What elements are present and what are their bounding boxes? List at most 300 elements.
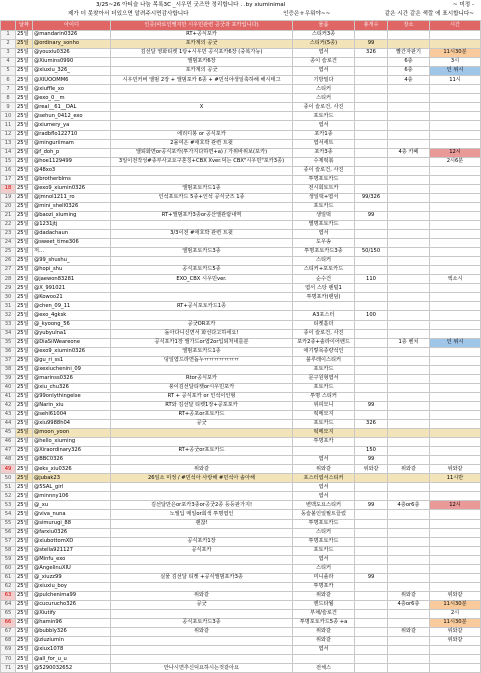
date-cell[interactable]: 25일 xyxy=(16,49,33,58)
row-number[interactable]: 57 xyxy=(1,537,16,546)
count-cell[interactable] xyxy=(355,112,388,121)
user-id-cell[interactable]: @radbflo122710 xyxy=(33,130,111,139)
row-number[interactable]: 66 xyxy=(1,619,16,628)
item-cell[interactable]: 엽서 xyxy=(293,483,355,492)
verification-cell[interactable] xyxy=(111,438,293,447)
verification-cell[interactable] xyxy=(111,365,293,374)
item-cell[interactable]: 엽서 xyxy=(293,492,355,501)
verification-cell[interactable] xyxy=(111,582,293,591)
place-cell[interactable] xyxy=(388,456,430,465)
user-id-cell[interactable]: @xiumery_ya xyxy=(33,121,111,130)
time-cell[interactable] xyxy=(430,537,481,546)
date-cell[interactable]: 25일 xyxy=(16,655,33,664)
verification-cell[interactable] xyxy=(111,202,293,211)
count-cell[interactable] xyxy=(355,121,388,130)
user-id-cell[interactable]: @minguriimam xyxy=(33,139,111,148)
verification-cell[interactable]: 앨범포토카드1종 xyxy=(111,347,293,356)
user-id-cell[interactable]: @_xu xyxy=(33,501,111,510)
date-cell[interactable]: 25일 xyxy=(16,510,33,519)
place-cell[interactable] xyxy=(388,374,430,383)
row-number[interactable]: 26 xyxy=(1,257,16,266)
place-cell[interactable] xyxy=(388,329,430,338)
row-number[interactable]: 1 xyxy=(1,31,16,40)
time-cell[interactable] xyxy=(430,374,481,383)
time-cell[interactable] xyxy=(430,483,481,492)
col-header-date[interactable]: 날짜 xyxy=(16,21,33,31)
item-cell[interactable]: 포토카드 xyxy=(293,202,355,211)
row-number[interactable]: 14 xyxy=(1,148,16,157)
time-cell[interactable] xyxy=(430,239,481,248)
place-cell[interactable] xyxy=(388,356,430,365)
row-number[interactable]: 39 xyxy=(1,374,16,383)
user-id-cell[interactable]: @Minfu_exo xyxy=(33,555,111,564)
row-number[interactable]: 23 xyxy=(1,230,16,239)
time-cell[interactable]: 11시30분 xyxy=(430,600,481,609)
item-cell[interactable]: 포토카드 xyxy=(293,112,355,121)
time-cell[interactable] xyxy=(430,347,481,356)
verification-cell[interactable] xyxy=(111,456,293,465)
verification-cell[interactable]: 공식포카1장 xyxy=(111,537,293,546)
date-cell[interactable]: 25일 xyxy=(16,474,33,483)
count-cell[interactable] xyxy=(355,619,388,628)
count-cell[interactable] xyxy=(355,175,388,184)
item-cell[interactable]: 위와같 xyxy=(293,628,355,637)
date-cell[interactable]: 25일 xyxy=(16,347,33,356)
item-cell[interactable] xyxy=(293,447,355,456)
place-cell[interactable] xyxy=(388,637,430,646)
time-cell[interactable] xyxy=(430,582,481,591)
time-cell[interactable] xyxy=(430,456,481,465)
place-cell[interactable] xyxy=(388,266,430,275)
time-cell[interactable] xyxy=(430,356,481,365)
row-number[interactable]: 16 xyxy=(1,166,16,175)
verification-cell[interactable]: 공식포카1장 앨가드or엽2or입퇴처네를분 xyxy=(111,338,293,347)
verification-cell[interactable] xyxy=(111,220,293,229)
verification-cell[interactable]: 포카계의 공굿 xyxy=(111,67,293,76)
count-cell[interactable] xyxy=(355,582,388,591)
date-cell[interactable]: 25일 xyxy=(16,220,33,229)
count-cell[interactable] xyxy=(355,600,388,609)
item-cell[interactable]: 엽서 xyxy=(293,67,355,76)
place-cell[interactable] xyxy=(388,275,430,284)
time-cell[interactable] xyxy=(430,220,481,229)
row-number[interactable]: 62 xyxy=(1,582,16,591)
place-cell[interactable] xyxy=(388,257,430,266)
item-cell[interactable]: 스티커 xyxy=(293,85,355,94)
time-cell[interactable]: 위와같 xyxy=(430,591,481,600)
row-number[interactable]: 52 xyxy=(1,492,16,501)
place-cell[interactable] xyxy=(388,510,430,519)
item-cell[interactable]: 기방밀다 xyxy=(293,76,355,85)
count-cell[interactable] xyxy=(355,239,388,248)
verification-cell[interactable]: 시우민커버 앨범 2장 + 앨범포카 6종 + #민석야생일축하해 해시태그 xyxy=(111,76,293,85)
verification-cell[interactable] xyxy=(111,175,293,184)
user-id-cell[interactable]: @dadachaun xyxy=(33,230,111,239)
count-cell[interactable] xyxy=(355,610,388,619)
row-number[interactable]: 15 xyxy=(1,157,16,166)
row-number[interactable]: 55 xyxy=(1,519,16,528)
count-cell[interactable]: 110 xyxy=(355,275,388,284)
date-cell[interactable]: 25일 xyxy=(16,429,33,438)
user-id-cell[interactable]: @brotherblms xyxy=(33,175,111,184)
date-cell[interactable]: 25일 xyxy=(16,582,33,591)
row-number[interactable]: 20 xyxy=(1,202,16,211)
place-cell[interactable] xyxy=(388,239,430,248)
place-cell[interactable] xyxy=(388,248,430,257)
user-id-cell[interactable]: @simurugi_88 xyxy=(33,519,111,528)
time-cell[interactable] xyxy=(430,447,481,456)
row-number[interactable]: 50 xyxy=(1,474,16,483)
time-cell[interactable] xyxy=(430,40,481,49)
row-number[interactable]: 61 xyxy=(1,573,16,582)
user-id-cell[interactable]: @exo9_xiumin0326 xyxy=(33,347,111,356)
time-cell[interactable] xyxy=(430,130,481,139)
user-id-cell[interactable]: @xiux1078 xyxy=(33,646,111,655)
user-id-cell[interactable]: @BBC0326 xyxy=(33,456,111,465)
item-cell[interactable]: 스티커 xyxy=(293,94,355,103)
user-id-cell[interactable]: @48xo3 xyxy=(33,166,111,175)
user-id-cell[interactable]: @AngelinuXIU xyxy=(33,564,111,573)
date-cell[interactable]: 25일 xyxy=(16,392,33,401)
item-cell[interactable]: 종이 슬로건, 사진 xyxy=(293,103,355,112)
date-cell[interactable]: 25일 xyxy=(16,302,33,311)
item-cell[interactable]: 스티커 xyxy=(293,257,355,266)
verification-cell[interactable]: RT+공식포카 xyxy=(111,31,293,40)
verification-cell[interactable] xyxy=(111,94,293,103)
row-number[interactable]: 17 xyxy=(1,175,16,184)
verification-cell[interactable] xyxy=(111,429,293,438)
count-cell[interactable] xyxy=(355,383,388,392)
time-cell[interactable] xyxy=(430,85,481,94)
date-cell[interactable]: 25일 xyxy=(16,148,33,157)
date-cell[interactable]: 25일 xyxy=(16,555,33,564)
item-cell[interactable]: 투명포토카드5종 +a xyxy=(293,619,355,628)
date-cell[interactable]: 25일 xyxy=(16,157,33,166)
user-id-cell[interactable]: @f_doh_p xyxy=(33,148,111,157)
user-id-cell[interactable]: @exo_0__m xyxy=(33,94,111,103)
date-cell[interactable]: 25일 xyxy=(16,537,33,546)
place-cell[interactable] xyxy=(388,193,430,202)
place-cell[interactable] xyxy=(388,519,430,528)
item-cell[interactable]: 위와같 xyxy=(293,637,355,646)
row-number[interactable]: 40 xyxy=(1,383,16,392)
place-cell[interactable]: 1층 벤치 xyxy=(388,338,430,347)
row-number[interactable]: 71 xyxy=(1,664,16,673)
row-number[interactable]: 22 xyxy=(1,220,16,229)
row-number[interactable]: 35 xyxy=(1,338,16,347)
user-id-cell[interactable]: @xexiuchenini_09 xyxy=(33,365,111,374)
count-cell[interactable]: 150 xyxy=(355,447,388,456)
row-number[interactable]: 69 xyxy=(1,646,16,655)
date-cell[interactable]: 25일 xyxy=(16,257,33,266)
user-id-cell[interactable]: @sehun_0412_exo xyxy=(33,112,111,121)
verification-cell[interactable]: RT와 김선달 티켓1장+공포포카 xyxy=(111,401,293,410)
verification-cell[interactable]: 공식포카 xyxy=(111,546,293,555)
verification-cell[interactable]: 공굿OR포카 xyxy=(111,320,293,329)
count-cell[interactable] xyxy=(355,347,388,356)
user-id-cell[interactable]: @xiuffle_xo xyxy=(33,85,111,94)
place-cell[interactable] xyxy=(388,474,430,483)
item-cell[interactable]: 투명포토카드 xyxy=(293,537,355,546)
item-cell[interactable]: 엽서세트 xyxy=(293,139,355,148)
count-cell[interactable] xyxy=(355,202,388,211)
row-number[interactable]: 49 xyxy=(1,465,16,474)
time-cell[interactable] xyxy=(430,365,481,374)
count-cell[interactable] xyxy=(355,230,388,239)
count-cell[interactable]: 100 xyxy=(355,311,388,320)
place-cell[interactable] xyxy=(388,401,430,410)
row-number[interactable]: 54 xyxy=(1,510,16,519)
item-cell[interactable]: 종이 슬로건, 사진 xyxy=(293,329,355,338)
time-cell[interactable]: 위와같 xyxy=(430,637,481,646)
item-cell[interactable]: 부채/슬로건 xyxy=(293,610,355,619)
user-id-cell[interactable]: @hamin96 xyxy=(33,619,111,628)
date-cell[interactable]: 25일 xyxy=(16,293,33,302)
user-id-cell[interactable]: @chen_09_11 xyxy=(33,302,111,311)
verification-cell[interactable]: 에리디봉 or 공식포카 xyxy=(111,130,293,139)
verification-cell[interactable] xyxy=(111,166,293,175)
verification-cell[interactable]: Rtor공식포카 xyxy=(111,374,293,383)
time-cell[interactable] xyxy=(430,410,481,419)
count-cell[interactable]: 99 xyxy=(355,456,388,465)
verification-cell[interactable]: 2몰여은 #애호박 관련 트윗 xyxy=(111,139,293,148)
date-cell[interactable]: 25일 xyxy=(16,338,33,347)
item-cell[interactable]: 생일떡 xyxy=(293,211,355,220)
row-number[interactable]: 64 xyxy=(1,600,16,609)
user-id-cell[interactable]: @hello_xiuming xyxy=(33,438,111,447)
verification-cell[interactable] xyxy=(111,555,293,564)
time-cell[interactable] xyxy=(430,248,481,257)
place-cell[interactable] xyxy=(388,139,430,148)
date-cell[interactable]: 25일 xyxy=(16,628,33,637)
time-cell[interactable] xyxy=(430,202,481,211)
row-number[interactable]: 25 xyxy=(1,248,16,257)
time-cell[interactable]: 위와같 xyxy=(430,628,481,637)
item-cell[interactable]: 엽서 xyxy=(293,49,355,58)
count-cell[interactable]: 326 xyxy=(355,49,388,58)
time-cell[interactable]: 위와같 xyxy=(430,465,481,474)
verification-cell[interactable]: 안나시면추신덕요하시는것같아요 xyxy=(111,664,293,673)
verification-cell[interactable]: X xyxy=(111,103,293,112)
count-cell[interactable] xyxy=(355,438,388,447)
place-cell[interactable]: 4층 xyxy=(388,76,430,85)
user-id-cell[interactable]: @Xiutify xyxy=(33,610,111,619)
verification-cell[interactable] xyxy=(111,257,293,266)
place-cell[interactable] xyxy=(388,483,430,492)
row-number[interactable]: 59 xyxy=(1,555,16,564)
col-header-id[interactable]: 아이디 xyxy=(33,21,111,31)
user-id-cell[interactable]: @DiaSilWeareone xyxy=(33,338,111,347)
place-cell[interactable] xyxy=(388,166,430,175)
count-cell[interactable] xyxy=(355,103,388,112)
item-cell[interactable]: 엽서 xyxy=(293,456,355,465)
time-cell[interactable]: 11시30분 xyxy=(430,619,481,628)
verification-cell[interactable]: 위와같 xyxy=(111,591,293,600)
count-cell[interactable] xyxy=(355,664,388,673)
count-cell[interactable]: 99 xyxy=(355,501,388,510)
count-cell[interactable]: 99 xyxy=(355,40,388,49)
verification-cell[interactable]: 김선달 영화티켓 1탕+시우민 공식포카6장 (중복가능) xyxy=(111,49,293,58)
row-number[interactable]: 11 xyxy=(1,121,16,130)
row-number[interactable]: 48 xyxy=(1,456,16,465)
row-number[interactable]: 58 xyxy=(1,546,16,555)
time-cell[interactable] xyxy=(430,94,481,103)
count-cell[interactable] xyxy=(355,76,388,85)
date-cell[interactable]: 25일 xyxy=(16,112,33,121)
date-cell[interactable]: 25일 xyxy=(16,483,33,492)
user-id-cell[interactable]: @real__61__DAL xyxy=(33,103,111,112)
user-id-cell[interactable]: @xiubottomXD xyxy=(33,537,111,546)
place-cell[interactable] xyxy=(388,619,430,628)
time-cell[interactable] xyxy=(430,31,481,40)
col-header-place[interactable]: 장소 xyxy=(388,21,430,31)
count-cell[interactable] xyxy=(355,492,388,501)
date-cell[interactable]: 25일 xyxy=(16,519,33,528)
time-cell[interactable]: 12시 xyxy=(430,148,481,157)
verification-cell[interactable]: 공굿 xyxy=(111,600,293,609)
verification-cell[interactable]: 앨범포토카드3종 xyxy=(111,248,293,257)
time-cell[interactable] xyxy=(430,564,481,573)
time-cell[interactable] xyxy=(430,175,481,184)
count-cell[interactable] xyxy=(355,67,388,76)
count-cell[interactable] xyxy=(355,157,388,166)
date-cell[interactable]: 25일 xyxy=(16,266,33,275)
place-cell[interactable] xyxy=(388,582,430,591)
row-number[interactable]: 31 xyxy=(1,302,16,311)
time-cell[interactable] xyxy=(430,230,481,239)
date-cell[interactable]: 25일 xyxy=(16,103,33,112)
verification-cell[interactable]: 노엘딥 메일or회색 투명엽인 xyxy=(111,510,293,519)
date-cell[interactable]: 25일 xyxy=(16,637,33,646)
date-cell[interactable]: 25일 xyxy=(16,401,33,410)
date-cell[interactable]: 25일 xyxy=(16,166,33,175)
date-cell[interactable]: 25일 xyxy=(16,374,33,383)
time-cell[interactable] xyxy=(430,284,481,293)
count-cell[interactable] xyxy=(355,293,388,302)
place-cell[interactable] xyxy=(388,320,430,329)
row-number[interactable]: 27 xyxy=(1,266,16,275)
row-number[interactable]: 53 xyxy=(1,501,16,510)
verification-cell[interactable]: 공식포토카드3종 xyxy=(111,619,293,628)
time-cell[interactable] xyxy=(430,655,481,664)
user-id-cell[interactable]: @Narin_xiu xyxy=(33,401,111,410)
date-cell[interactable]: 25일 xyxy=(16,320,33,329)
verification-cell[interactable]: 인석포토카드 5종+인석 공식굿즈 1종 xyxy=(111,193,293,202)
count-cell[interactable] xyxy=(355,184,388,193)
item-cell[interactable]: 종이 슬로건 xyxy=(293,58,355,67)
count-cell[interactable] xyxy=(355,302,388,311)
date-cell[interactable]: 25일 xyxy=(16,230,33,239)
place-cell[interactable] xyxy=(388,347,430,356)
user-id-cell[interactable]: @xiuxiu_boy xyxy=(33,582,111,591)
verification-cell[interactable]: 포카계의 공굿 xyxy=(111,40,293,49)
date-cell[interactable]: 25일 xyxy=(16,76,33,85)
date-cell[interactable]: 25일 xyxy=(16,248,33,257)
item-cell[interactable]: 별명포토카드 xyxy=(293,220,355,229)
place-cell[interactable] xyxy=(388,564,430,573)
user-id-cell[interactable]: @eks_xiu0326 xyxy=(33,465,111,474)
user-id-cell[interactable]: 저… xyxy=(33,248,111,257)
row-number[interactable]: 9 xyxy=(1,103,16,112)
user-id-cell[interactable]: @Xiumins0990 xyxy=(33,58,111,67)
item-cell[interactable]: 포토카드 xyxy=(293,365,355,374)
place-cell[interactable] xyxy=(388,220,430,229)
count-cell[interactable] xyxy=(355,94,388,103)
verification-cell[interactable]: 붕이김선달티켓or시우민포카 xyxy=(111,383,293,392)
user-id-cell[interactable]: @mandarin0326 xyxy=(33,31,111,40)
user-id-cell[interactable]: @Xiraordinary326 xyxy=(33,447,111,456)
place-cell[interactable] xyxy=(388,447,430,456)
item-cell[interactable]: 애기렇목종량석인 xyxy=(293,347,355,356)
count-cell[interactable] xyxy=(355,365,388,374)
verification-cell[interactable] xyxy=(111,85,293,94)
place-cell[interactable] xyxy=(388,537,430,546)
place-cell[interactable]: 4층or6층 xyxy=(388,501,430,510)
col-header-verification[interactable]: 인증(따로인쨍지만 시우민관련 공굿과 포카입니다) xyxy=(111,21,293,31)
col-header-time[interactable]: 시간 xyxy=(430,21,481,31)
item-cell[interactable]: A3포스터 xyxy=(293,311,355,320)
row-number[interactable]: 65 xyxy=(1,610,16,619)
place-cell[interactable] xyxy=(388,40,430,49)
time-cell[interactable] xyxy=(430,573,481,582)
time-cell[interactable] xyxy=(430,320,481,329)
verification-cell[interactable]: 돌아다니신면서 화선다고하세요! xyxy=(111,329,293,338)
date-cell[interactable]: 25일 xyxy=(16,410,33,419)
verification-cell[interactable] xyxy=(111,655,293,664)
count-cell[interactable] xyxy=(355,646,388,655)
verification-cell[interactable]: 공식포토카드5종 xyxy=(111,266,293,275)
count-cell[interactable]: 99 xyxy=(355,211,388,220)
date-cell[interactable]: 25일 xyxy=(16,619,33,628)
count-cell[interactable] xyxy=(355,320,388,329)
date-cell[interactable]: 25일 xyxy=(16,40,33,49)
date-cell[interactable]: 25일 xyxy=(16,365,33,374)
row-number[interactable]: 13 xyxy=(1,139,16,148)
count-cell[interactable] xyxy=(355,537,388,546)
item-cell[interactable]: 도우송 xyxy=(293,239,355,248)
count-cell[interactable] xyxy=(355,510,388,519)
place-cell[interactable] xyxy=(388,610,430,619)
row-number[interactable]: 68 xyxy=(1,637,16,646)
user-id-cell[interactable]: @all_for_u_u xyxy=(33,655,111,664)
item-cell[interactable]: 투명포카 xyxy=(293,438,355,447)
item-cell[interactable]: 스티커(5종) xyxy=(293,40,355,49)
place-cell[interactable] xyxy=(388,184,430,193)
verification-cell[interactable]: RT+공굿or포토카드 xyxy=(111,447,293,456)
row-number[interactable]: 36 xyxy=(1,347,16,356)
time-cell[interactable] xyxy=(430,121,481,130)
count-cell[interactable] xyxy=(355,555,388,564)
time-cell[interactable]: 11시반 xyxy=(430,474,481,483)
time-cell[interactable] xyxy=(430,429,481,438)
place-cell[interactable] xyxy=(388,175,430,184)
count-cell[interactable] xyxy=(355,148,388,157)
item-cell[interactable]: 순수건 xyxy=(293,275,355,284)
date-cell[interactable]: 25일 xyxy=(16,501,33,510)
verification-cell[interactable] xyxy=(111,564,293,573)
date-cell[interactable]: 25일 xyxy=(16,329,33,338)
place-cell[interactable]: 6층 xyxy=(388,67,430,76)
place-cell[interactable] xyxy=(388,555,430,564)
time-cell[interactable]: 3시 xyxy=(430,58,481,67)
time-cell[interactable] xyxy=(430,510,481,519)
place-cell[interactable]: 4층or6층 xyxy=(388,600,430,609)
row-number[interactable]: 5 xyxy=(1,67,16,76)
user-id-cell[interactable]: @5290032652 xyxy=(33,664,111,673)
item-cell[interactable]: 엽서 xyxy=(293,555,355,564)
time-cell[interactable]: 인 위시 xyxy=(430,338,481,347)
date-cell[interactable]: 25일 xyxy=(16,610,33,619)
